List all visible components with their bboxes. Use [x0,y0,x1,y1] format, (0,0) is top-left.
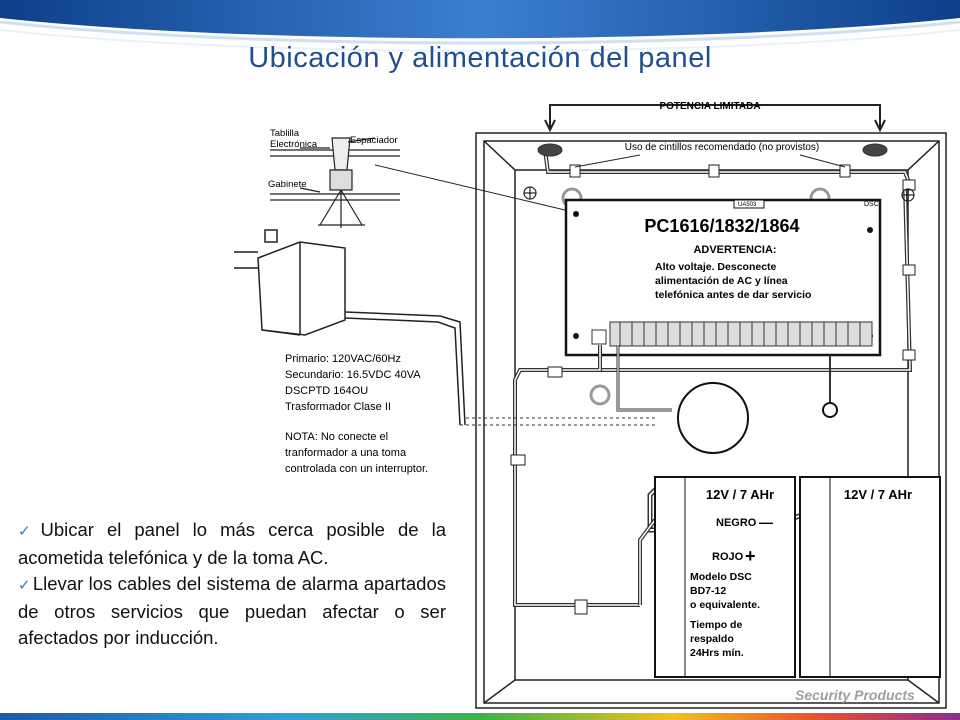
battery-model-line3: o equivalente. [690,599,761,611]
plus-sign-icon: + [745,546,756,566]
board-label-1: Tablilla [270,128,300,139]
ground-lug [823,355,837,417]
spacer-label: Espaciador [350,135,398,146]
battery-backup-line1: Tiempo de [690,619,743,631]
board-label-2: Electrónica [270,139,317,150]
panel-model: PC1616/1832/1864 [644,216,800,236]
cabinet-label: Gabinete [268,179,307,190]
transformer-notes [285,353,428,475]
transformer-note-line: DSCPTD 164OU [285,385,369,397]
transformer-note-line: Secundario: 16.5VDC 40VA [285,369,421,381]
battery-left-rating: 12V / 7 AHr [705,487,775,502]
dashed-route [460,418,655,425]
bullet-item [18,517,446,571]
bullet-text: Llevar los cables del sistema de alarma apartados de otros servicios que puedan afectar o ser afectados por inducción. [18,573,447,648]
bullet-list [18,517,446,651]
transformer-wiring [511,345,672,614]
bullet-text: Ubicar el panel lo más cerca posible de la acometida telefónica y de la toma AC. [18,519,446,568]
footer-rainbow-strip [0,710,960,720]
minus-sign-icon: — [759,514,773,530]
battery-right [800,477,940,677]
transformer-note-line: NOTA: No conecte el [285,431,389,443]
slide-title: Ubicación y alimentación del panel [248,42,712,74]
transformer-note-line: Primario: 120VAC/60Hz [285,353,401,365]
transformer-note-line: tranformador a una toma [285,447,407,459]
battery-model-line2: BD7-12 [690,585,727,597]
limited-power-label: POTENCIA LIMITADA [659,101,761,112]
battery-negative-label: NEGRO [716,517,757,529]
panel-warning-line1: Alto voltaje. Desconecte [655,261,777,273]
battery-backup-line3: 24Hrs mín. [690,647,744,659]
bullet-item [18,571,446,651]
battery-positive-label: ROJO [712,551,744,563]
battery-backup-line2: respaldo [690,633,734,645]
panel-warning-line2: alimentación de AC y línea [655,275,788,287]
checkmark-icon: ✓ [18,577,31,594]
battery-right-rating: 12V / 7 AHr [843,487,913,502]
cable-ties-label: Uso de cintillos recomendado (no provistos) [624,142,820,153]
panel-warning-title: ADVERTENCIA: [693,244,777,256]
knockout-circle [678,383,748,453]
panel-part-tag: UA503 [738,202,757,208]
transformer-note-line: Trasformador Clase II [285,401,391,413]
transformer-note-line: controlada con un interruptor. [285,463,429,475]
checkmark-icon: ✓ [18,523,39,540]
footer-brand: Security Products [795,687,915,703]
battery-model-line1: Modelo DSC [690,571,752,583]
panel-brand: DSC [864,201,879,208]
panel-warning-line3: telefónica antes de dar servicio [655,289,812,301]
standoff-detail [270,138,565,228]
